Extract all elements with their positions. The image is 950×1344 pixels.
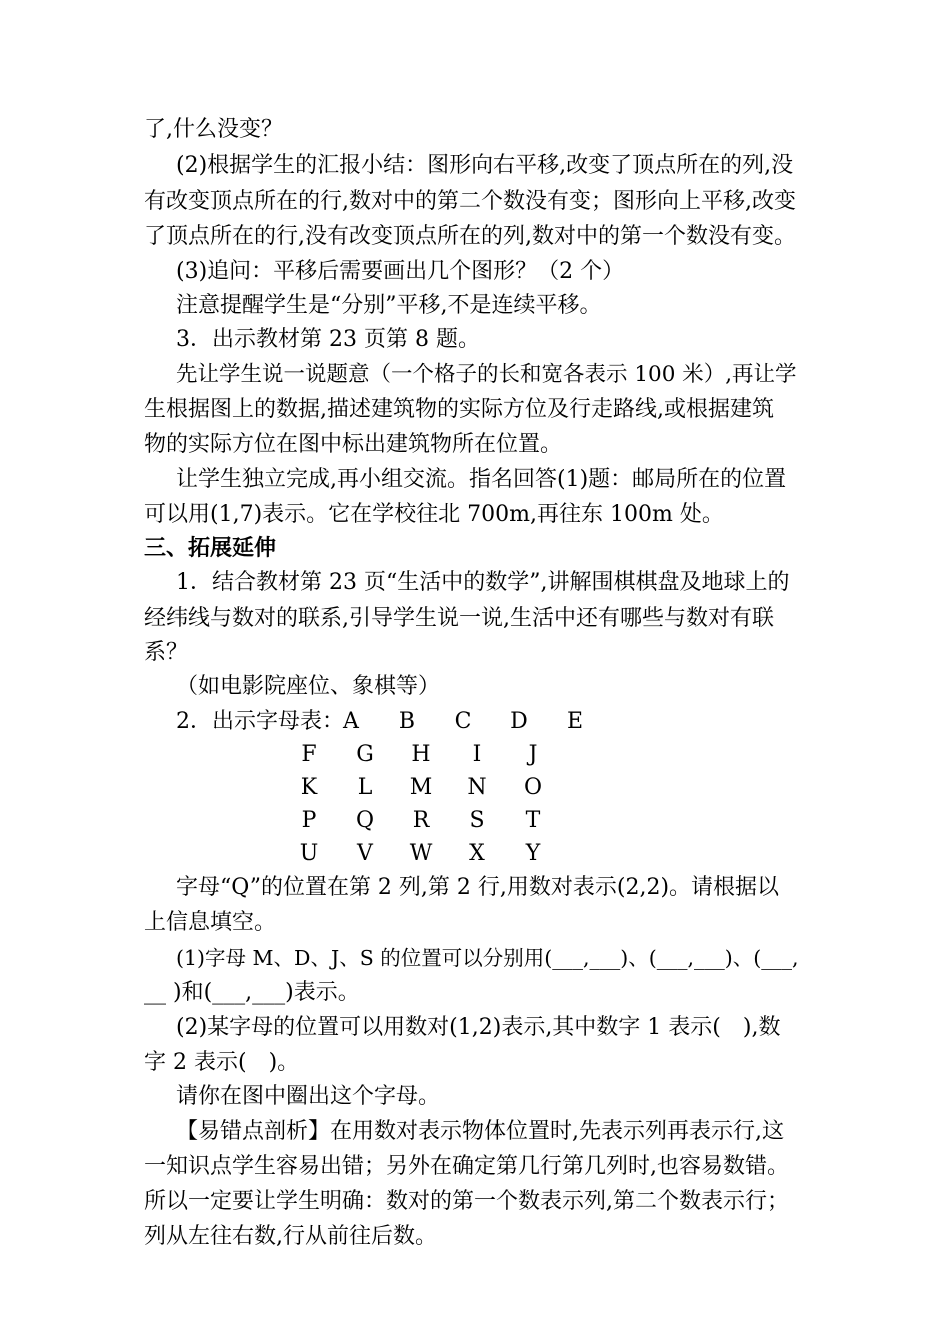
letter-cell: A (343, 709, 359, 734)
text-line: (2)某字母的位置可以用数对(1,2)表示,其中数字 1 表示( ),数 (176, 1015, 781, 1040)
text-line: 列从左往右数,行从前往后数。 (144, 1224, 437, 1249)
text-line: (1)字母 M、D、J、S 的位置可以分别用(___,___)、(___,___)、(___, (176, 946, 799, 970)
letter-cell: E (566, 709, 584, 734)
text-line: 请你在图中圈出这个字母。 (176, 1084, 441, 1109)
text-line: 先让学生说一说题意（一个格子的长和宽各表示 100 米）,再让学 (176, 362, 797, 387)
section-heading: 三、拓展延伸 (144, 536, 277, 561)
letter-cell: K (300, 775, 318, 800)
letter-cell: P (301, 808, 317, 833)
text-line: 一知识点学生容易出错；另外在确定第几行第几列时,也容易数错。 (144, 1154, 789, 1179)
letter-cell: R (412, 808, 430, 833)
text-line: 3．出示教材第 23 页第 8 题。 (176, 327, 480, 352)
letter-table-label: 2．出示字母表： (176, 709, 344, 734)
letter-cell: V (357, 841, 373, 866)
text-line: 了,什么没变？ (144, 117, 283, 142)
letter-cell: J (528, 742, 538, 767)
text-line: 1．结合教材第 23 页“生活中的数学”,讲解围棋棋盘及地球上的 (176, 570, 790, 595)
text-line: 有改变顶点所在的行,数对中的第二个数没有变；图形向上平移,改变 (144, 189, 796, 214)
text-line: 了顶点所在的行,没有改变顶点所在的列,数对中的第一个数没有变。 (144, 224, 796, 249)
letter-cell: L (357, 775, 373, 800)
letter-cell: T (525, 808, 541, 833)
text-line: (2)根据学生的汇报小结：图形向右平移,改变了顶点所在的列,没 (176, 153, 794, 178)
text-line: 让学生独立完成,再小组交流。指名回答(1)题：邮局所在的位置 (176, 467, 787, 492)
letter-cell: U (299, 841, 319, 866)
text-line: 注意提醒学生是“分别”平移,不是连续平移。 (176, 293, 602, 318)
text-line: 上信息填空。 (144, 910, 277, 935)
text-line: 所以一定要让学生明确：数对的第一个数表示列,第二个数表示行； (144, 1189, 789, 1214)
letter-cell: I (472, 742, 482, 767)
text-line: 经纬线与数对的联系,引导学生说一说,生活中还有哪些与数对有联 (144, 606, 774, 631)
letter-cell: F (301, 742, 317, 767)
letter-cell: N (467, 775, 487, 800)
letter-cell: W (409, 841, 433, 866)
text-line: （如电影院座位、象棋等） (176, 674, 441, 699)
text-line: 物的实际方位在图中标出建筑物所在位置。 (144, 432, 563, 457)
text-line: 字母“Q”的位置在第 2 列,第 2 行,用数对表示(2,2)。请根据以 (176, 875, 780, 900)
letter-cell: Y (525, 841, 541, 866)
letter-cell: B (398, 709, 416, 734)
text-line: 【易错点剖析】在用数对表示物体位置时,先表示列再表示行,这 (176, 1119, 784, 1144)
text-line: __ )和(___,___)表示。 (144, 980, 360, 1005)
letter-cell: S (469, 808, 485, 833)
letter-cell: C (454, 709, 472, 734)
text-line: 字 2 表示( )。 (144, 1050, 300, 1075)
text-line: 生根据图上的数据,描述建筑物的实际方位及行走路线,或根据建筑 (144, 397, 774, 422)
text-line: 可以用(1,7)表示。它在学校往北 700m,再往东 100m 处。 (144, 502, 724, 527)
letter-cell: Q (355, 808, 375, 833)
letter-cell: G (356, 742, 374, 767)
text-line: 系？ (144, 640, 189, 665)
text-line: (3)追问：平移后需要画出几个图形？（2 个） (176, 259, 625, 284)
letter-cell: H (411, 742, 431, 767)
letter-cell: X (469, 841, 485, 866)
letter-cell: D (510, 709, 528, 734)
letter-cell: M (409, 775, 433, 800)
letter-cell: O (523, 775, 543, 800)
